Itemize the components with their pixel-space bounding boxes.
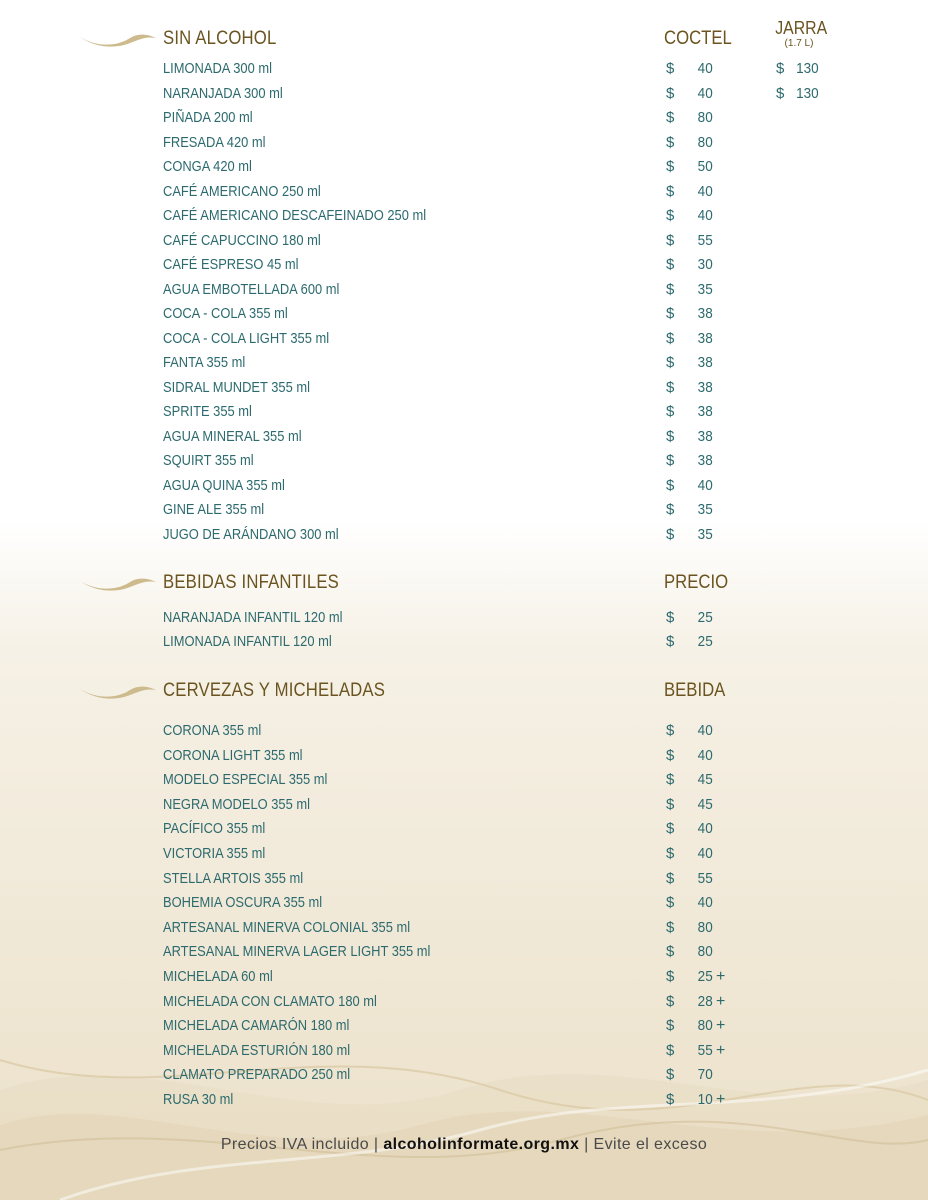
currency-symbol: $	[666, 525, 675, 543]
item-name: AGUA MINERAL 355 ml	[163, 427, 302, 445]
currency-symbol: $	[666, 746, 675, 764]
currency-symbol: $	[666, 918, 675, 936]
item-name: SPRITE 355 ml	[163, 403, 252, 420]
item-name: CORONA 355 ml	[163, 722, 262, 739]
menu-item-row	[0, 967, 928, 991]
item-name: NARANJADA INFANTIL 120 ml	[163, 609, 343, 626]
item-price: 80	[697, 918, 713, 936]
menu-item-row	[0, 59, 928, 83]
item-price: 35	[697, 501, 713, 518]
item-name: MODELO ESPECIAL 355 ml	[163, 771, 328, 789]
currency-symbol: $	[666, 305, 675, 322]
currency-symbol: $	[666, 109, 675, 126]
currency-symbol: $	[666, 633, 675, 650]
item-price: 28	[697, 992, 713, 1010]
item-price: 40	[697, 476, 713, 494]
currency-symbol: $	[666, 1066, 675, 1084]
menu-item-row	[0, 942, 928, 966]
footer-iva-note: Precios IVA incluido	[220, 1136, 370, 1153]
currency-symbol: $	[666, 133, 675, 151]
item-price: 38	[697, 305, 713, 322]
currency-symbol: $	[666, 403, 675, 420]
item-price: 40	[697, 60, 713, 77]
item-price: 45	[697, 795, 713, 813]
menu-item-row	[0, 992, 928, 1016]
menu-item-row	[0, 255, 928, 279]
item-name: FANTA 355 ml	[163, 354, 246, 371]
item-name: PIÑADA 200 ml	[163, 109, 253, 126]
currency-symbol: $	[666, 820, 675, 838]
item-name: SIDRAL MUNDET 355 ml	[163, 378, 310, 396]
currency-symbol: $	[666, 722, 675, 739]
menu-item-row	[0, 770, 928, 794]
currency-symbol: $	[666, 378, 675, 396]
item-name: BOHEMIA OSCURA 355 ml	[163, 894, 323, 912]
menu-item-row	[0, 378, 928, 402]
menu-item-row	[0, 893, 928, 917]
item-name: GINE ALE 355 ml	[163, 501, 265, 518]
item-price: 80	[697, 943, 713, 961]
item-name: COCA - COLA 355 ml	[163, 305, 288, 322]
menu-item-row	[0, 231, 928, 255]
item-price: 40	[697, 207, 713, 224]
item-name: COCA - COLA LIGHT 355 ml	[163, 329, 330, 347]
item-name: MICHELADA ESTURIÓN 180 ml	[163, 1041, 351, 1059]
currency-symbol: $	[666, 231, 675, 249]
item-price: 80	[697, 1017, 713, 1035]
currency-symbol: $	[666, 158, 675, 175]
item-name: VICTORIA 355 ml	[163, 845, 266, 862]
footer-separator: |	[373, 1136, 379, 1153]
currency-symbol: $	[666, 501, 675, 518]
item-name: RUSA 30 ml	[163, 1091, 234, 1108]
section-title: SIN ALCOHOL	[163, 28, 277, 49]
item-price: 25	[697, 609, 713, 626]
item-name: AGUA QUINA 355 ml	[163, 476, 285, 494]
section-title: BEBIDAS INFANTILES	[163, 572, 339, 593]
section-title: CERVEZAS Y MICHELADAS	[163, 680, 386, 701]
menu-item-row	[0, 608, 928, 632]
menu-item-row	[0, 206, 928, 230]
menu-item-row	[0, 819, 928, 843]
item-price: 40	[697, 820, 713, 838]
menu-item-row	[0, 746, 928, 770]
menu-item-row	[0, 329, 928, 353]
currency-symbol: $	[666, 992, 675, 1010]
footer-slogan: Evite el exceso	[593, 1136, 708, 1153]
menu-item-row	[0, 280, 928, 304]
item-name: AGUA EMBOTELLADA 600 ml	[163, 280, 340, 298]
item-price: 38	[697, 403, 713, 420]
menu-item-row	[0, 1016, 928, 1040]
item-price: 40	[697, 182, 713, 200]
item-name: CAFÉ AMERICANO 250 ml	[163, 182, 321, 200]
item-price: 80	[697, 109, 713, 126]
currency-symbol: $	[666, 256, 675, 273]
currency-symbol: $	[666, 60, 675, 77]
currency-symbol: $	[666, 795, 675, 813]
item-name: NEGRA MODELO 355 ml	[163, 795, 310, 813]
item-name: CAFÉ ESPRESO 45 ml	[163, 256, 299, 273]
currency-symbol: $	[666, 354, 675, 371]
menu-item-row	[0, 844, 928, 868]
item-name: CAFÉ AMERICANO DESCAFEINADO 250 ml	[163, 207, 427, 224]
item-name: ARTESANAL MINERVA COLONIAL 355 ml	[163, 918, 411, 936]
footer	[0, 1136, 928, 1154]
menu-item-row	[0, 402, 928, 426]
menu-item-row	[0, 304, 928, 328]
menu-item-row	[0, 1041, 928, 1065]
menu-item-row	[0, 795, 928, 819]
item-price: 50	[697, 158, 713, 175]
item-price: 80	[697, 133, 713, 151]
item-name: PACÍFICO 355 ml	[163, 820, 266, 838]
item-price: 40	[697, 894, 713, 912]
item-price: 35	[697, 525, 713, 543]
item-price: 38	[697, 354, 713, 371]
item-price: 38	[697, 378, 713, 396]
item-name: STELLA ARTOIS 355 ml	[163, 869, 304, 887]
item-name: CONGA 420 ml	[163, 158, 252, 175]
item-price: 45	[697, 771, 713, 789]
menu-item-row	[0, 476, 928, 500]
jarra-size: (1.7 L)	[784, 38, 814, 49]
swoosh-icon	[78, 576, 158, 594]
swoosh-icon	[78, 32, 158, 50]
item-price: 40	[697, 722, 713, 739]
currency-symbol: $	[666, 894, 675, 912]
menu-item-row	[0, 182, 928, 206]
swoosh-icon	[78, 684, 158, 702]
item-price: 38	[697, 427, 713, 445]
item-jarra-price: 130	[796, 84, 819, 102]
currency-symbol: $	[666, 84, 675, 102]
currency-symbol: $	[666, 943, 675, 961]
item-price: 25	[697, 968, 713, 985]
item-price: 70	[697, 1066, 713, 1084]
item-name: LIMONADA 300 ml	[163, 60, 272, 77]
item-name: ARTESANAL MINERVA LAGER LIGHT 355 ml	[163, 943, 431, 961]
menu-item-row	[0, 918, 928, 942]
menu-item-row	[0, 353, 928, 377]
item-price: 25	[697, 633, 713, 650]
currency-symbol: $	[666, 1041, 675, 1059]
menu-item-row	[0, 451, 928, 475]
item-price: 40	[697, 845, 713, 862]
item-price: 55	[697, 869, 713, 887]
currency-symbol: $	[666, 329, 675, 347]
footer-separator: |	[584, 1136, 589, 1153]
menu-item-row	[0, 108, 928, 132]
currency-symbol: $	[666, 427, 675, 445]
item-price: 38	[697, 452, 713, 469]
column-header-jarra	[772, 18, 826, 49]
menu-item-row	[0, 632, 928, 656]
menu-item-row	[0, 721, 928, 745]
menu-item-row	[0, 427, 928, 451]
item-name: LIMONADA INFANTIL 120 ml	[163, 633, 332, 650]
column-header-coctel: COCTEL	[664, 28, 732, 49]
menu-item-row	[0, 869, 928, 893]
item-price: 35	[697, 280, 713, 298]
menu-item-row	[0, 1090, 928, 1114]
item-name: CLAMATO PREPARADO 250 ml	[163, 1066, 351, 1084]
plus-icon: +	[716, 1091, 726, 1108]
plus-icon: +	[716, 992, 726, 1010]
item-price: 30	[697, 256, 713, 273]
plus-icon: +	[716, 1041, 726, 1059]
item-price: 55	[697, 1041, 713, 1059]
item-name: CORONA LIGHT 355 ml	[163, 746, 303, 764]
item-name: MICHELADA 60 ml	[163, 968, 273, 985]
jarra-label: JARRA	[775, 18, 828, 38]
menu-item-row	[0, 157, 928, 181]
currency-symbol: $	[666, 207, 675, 224]
currency-symbol: $	[666, 476, 675, 494]
menu-item-row	[0, 1065, 928, 1089]
currency-symbol: $	[776, 84, 785, 102]
currency-symbol: $	[666, 452, 675, 469]
currency-symbol: $	[666, 869, 675, 887]
footer-website-link[interactable]: alcoholinformate.org.mx	[383, 1136, 580, 1153]
item-name: CAFÉ CAPUCCINO 180 ml	[163, 231, 321, 249]
currency-symbol: $	[666, 845, 675, 862]
column-header-bebida: BEBIDA	[664, 680, 726, 701]
item-jarra-price: 130	[796, 60, 819, 77]
currency-symbol: $	[666, 182, 675, 200]
item-price: 38	[697, 329, 713, 347]
item-name: MICHELADA CAMARÓN 180 ml	[163, 1017, 350, 1035]
item-name: FRESADA 420 ml	[163, 133, 266, 151]
column-header-precio: PRECIO	[664, 572, 729, 593]
item-name: MICHELADA CON CLAMATO 180 ml	[163, 992, 377, 1010]
currency-symbol: $	[666, 1017, 675, 1035]
menu-item-row	[0, 133, 928, 157]
item-name: JUGO DE ARÁNDANO 300 ml	[163, 525, 339, 543]
item-price: 40	[697, 746, 713, 764]
item-name: NARANJADA 300 ml	[163, 84, 283, 102]
item-price: 55	[697, 231, 713, 249]
item-name: SQUIRT 355 ml	[163, 452, 254, 469]
currency-symbol: $	[666, 609, 675, 626]
plus-icon: +	[716, 968, 726, 985]
currency-symbol: $	[666, 280, 675, 298]
menu-item-row	[0, 500, 928, 524]
item-price: 10	[697, 1091, 713, 1108]
menu-item-row	[0, 84, 928, 108]
plus-icon: +	[716, 1017, 726, 1035]
currency-symbol: $	[666, 771, 675, 789]
item-price: 40	[697, 84, 713, 102]
currency-symbol: $	[666, 1091, 675, 1108]
currency-symbol: $	[776, 60, 785, 77]
menu-item-row	[0, 525, 928, 549]
currency-symbol: $	[666, 968, 675, 985]
